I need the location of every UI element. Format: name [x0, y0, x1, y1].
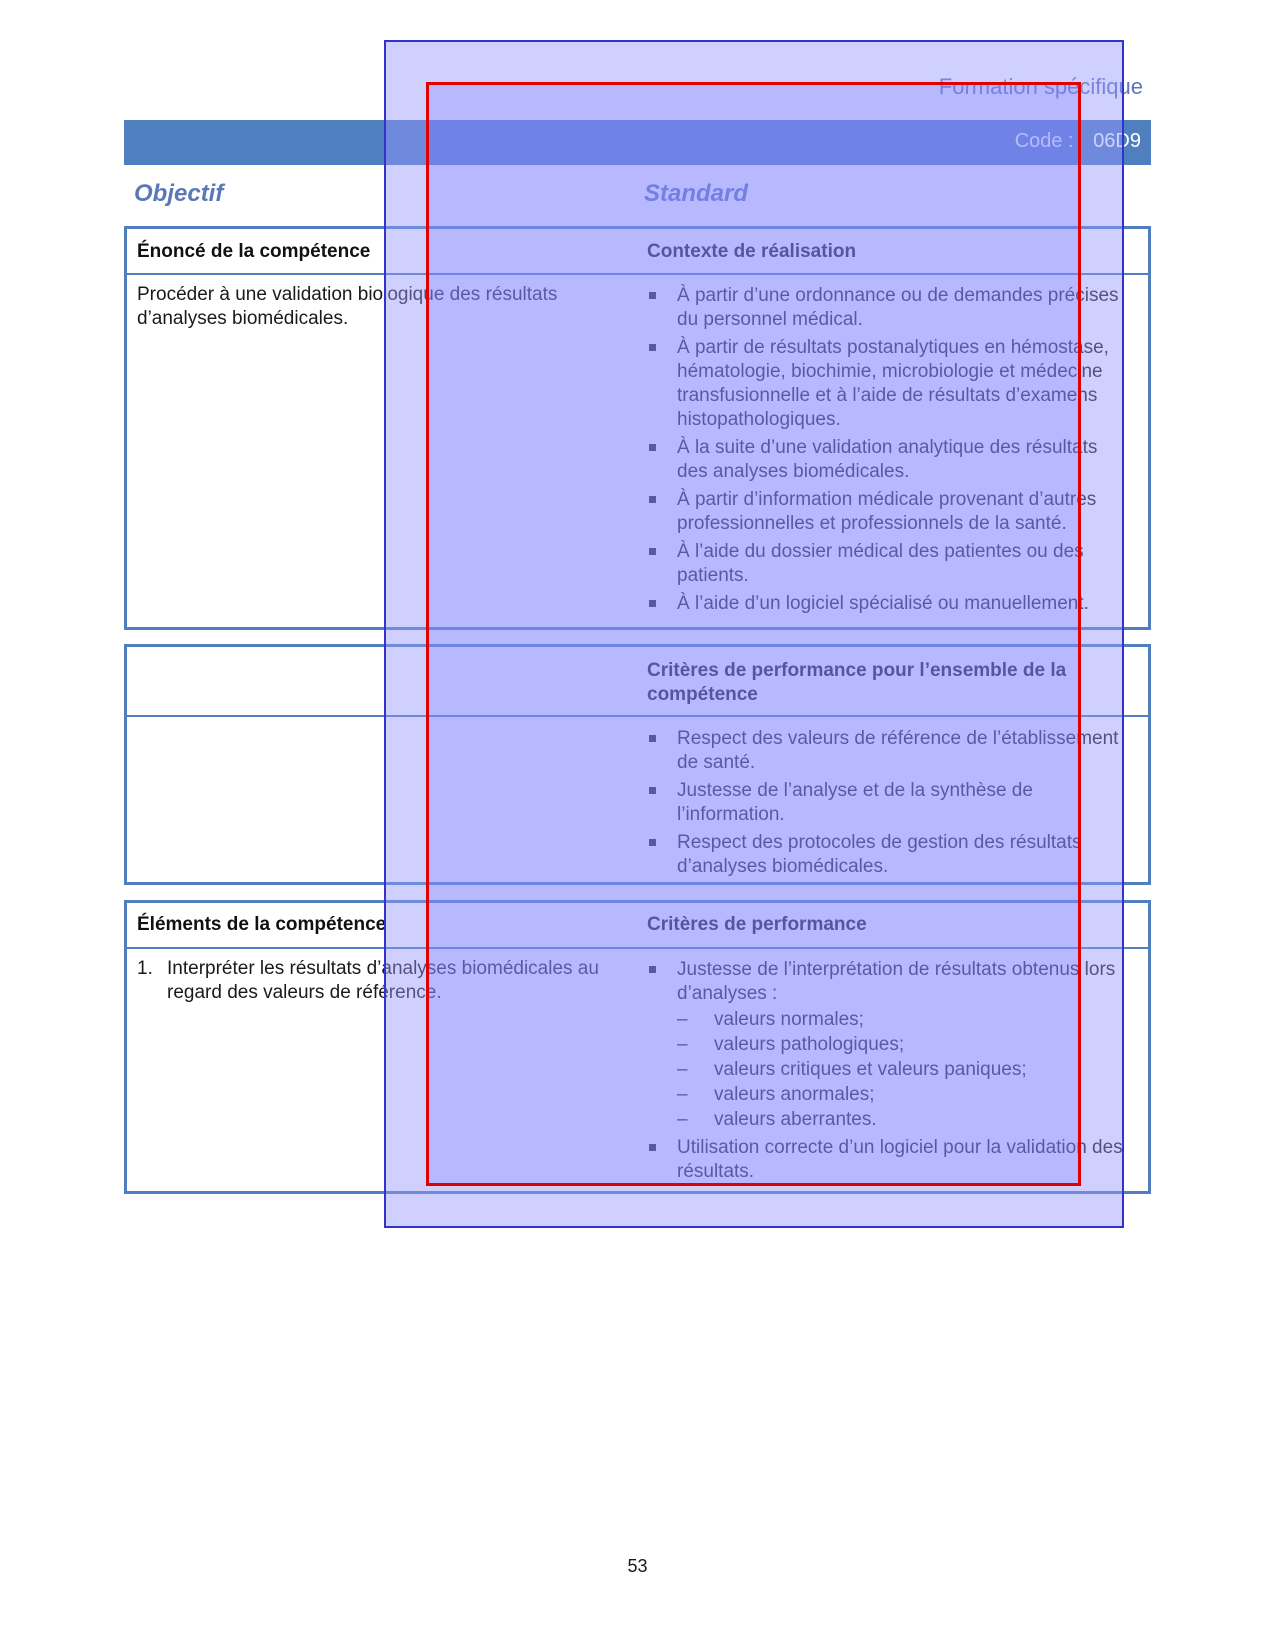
- sub-list-item: – valeurs aberrantes.: [677, 1108, 1132, 1132]
- competency-element: [137, 957, 607, 1005]
- element-number: 1.: [137, 958, 153, 979]
- criterion-text: Justesse de l’interprétation de résultats obtenus lors d’analyses :: [677, 959, 1116, 1004]
- section-header: [127, 647, 1148, 717]
- list-item: À la suite d’une validation analytique des résultats des analyses biomédicales.: [647, 436, 1132, 484]
- list-item: À partir d’information médicale provenant d’autres professionnelles et professionnels de la santé.: [647, 488, 1132, 536]
- standard-heading: Standard: [644, 180, 749, 207]
- sub-list-item: – valeurs pathologiques;: [677, 1033, 1132, 1057]
- section-header: [127, 229, 1148, 275]
- competency-code: [1015, 130, 1141, 153]
- value-types-list: [677, 1008, 1132, 1132]
- overall-criteria-list: [647, 727, 1132, 883]
- list-item: À partir d’une ordonnance ou de demandes précises du personnel médical.: [647, 284, 1132, 332]
- list-item: À l’aide du dossier médical des patientes ou des patients.: [647, 540, 1132, 588]
- list-item: Justesse de l’analyse et de la synthèse de l’information.: [647, 779, 1132, 827]
- list-item: À partir de résultats postanalytiques en hémostase, hématologie, biochimie, microbiologie et médecine transfusionnelle et à l’aide de résultats d’examens histopathologiques.: [647, 336, 1132, 432]
- competency-statement-heading: Énoncé de la compétence: [137, 241, 371, 262]
- code-banner: [124, 120, 1151, 165]
- competency-elements-box: [124, 900, 1151, 1194]
- overall-criteria-box: [124, 644, 1151, 885]
- sub-list-item: – valeurs normales;: [677, 1008, 1132, 1032]
- list-item: Respect des valeurs de référence de l’établissement de santé.: [647, 727, 1132, 775]
- competency-statement-box: [124, 226, 1151, 630]
- objective-heading: Objectif: [134, 180, 224, 207]
- list-item: Utilisation correcte d’un logiciel pour la validation des résultats.: [647, 1136, 1132, 1184]
- list-item: À l’aide d’un logiciel spécialisé ou manuellement.: [647, 592, 1132, 616]
- performance-criteria-heading: Critères de performance: [647, 914, 867, 935]
- elements-heading: Éléments de la compétence: [137, 914, 387, 935]
- list-item: Respect des protocoles de gestion des résultats d’analyses biomédicales.: [647, 831, 1132, 879]
- sub-list-item: – valeurs anormales;: [677, 1083, 1132, 1107]
- overall-criteria-heading: Critères de performance pour l’ensemble de la compétence: [647, 660, 1067, 705]
- context-list: [647, 284, 1132, 620]
- sub-list-item: – valeurs critiques et valeurs paniques;: [677, 1058, 1132, 1082]
- performance-criteria-list: [647, 958, 1132, 1188]
- code-value: 06D9: [1093, 130, 1141, 152]
- competency-statement-text: Procéder à une validation biologique des résultats d’analyses biomédicales.: [137, 284, 558, 329]
- context-heading: Contexte de réalisation: [647, 241, 857, 262]
- element-text: Interpréter les résultats d’analyses biomédicales au regard des valeurs de référence.: [167, 958, 599, 1003]
- section-header: [127, 903, 1148, 949]
- page-number: 53: [627, 1556, 648, 1576]
- code-label: Code :: [1014, 130, 1074, 152]
- document-header-title: Formation spécifique: [938, 74, 1143, 99]
- list-item: [647, 958, 1132, 1132]
